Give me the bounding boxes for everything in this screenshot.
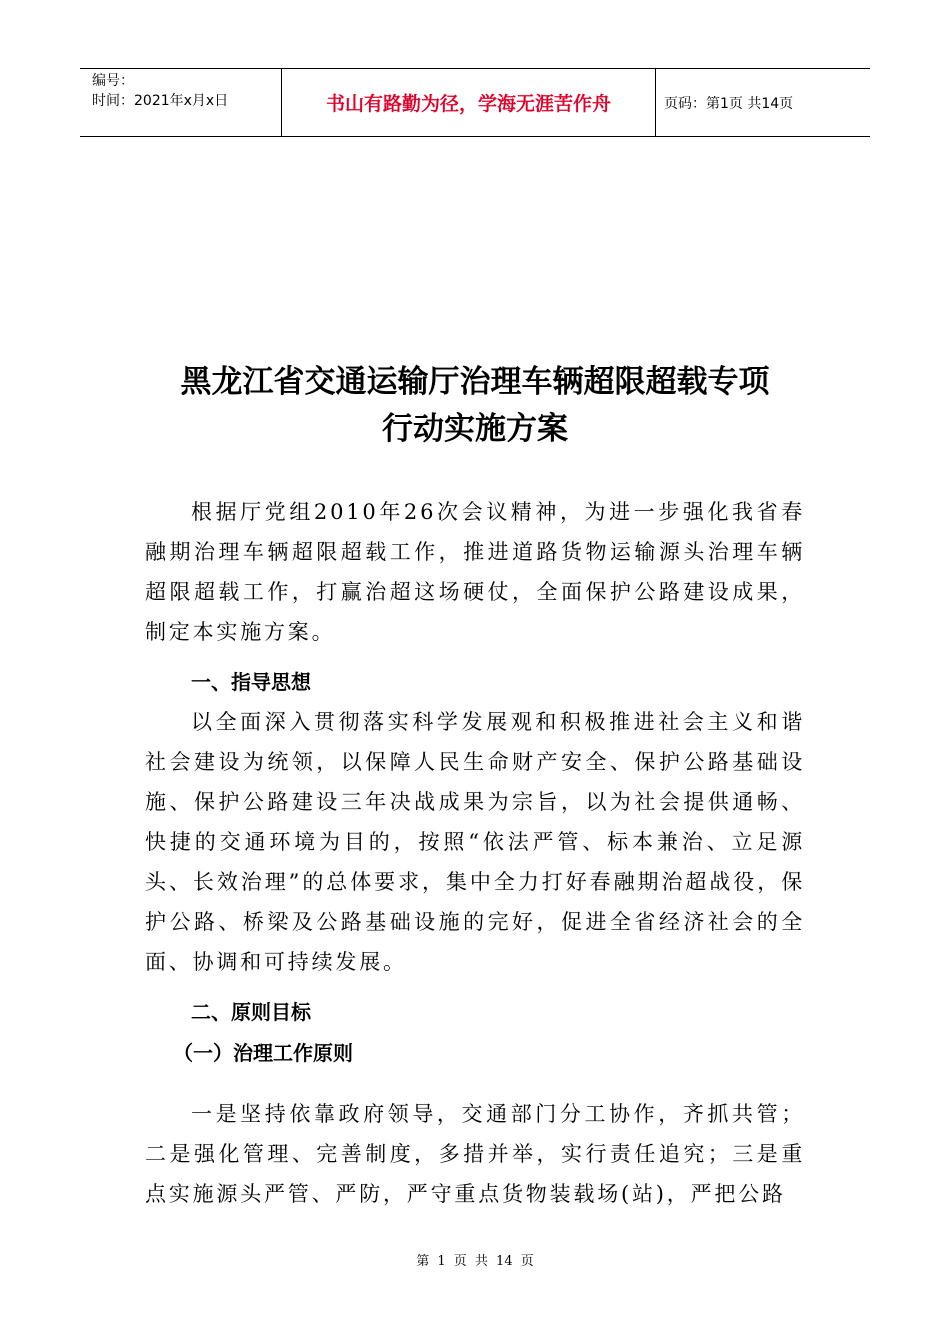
section1-heading: 一、指导思想 [191, 670, 311, 694]
intro-paragraph: 根据厅党组2010年26次会议精神，为进一步强化我省春融期治理车辆超限超载工作，推进道路货物运输源头治理车辆超限超载工作，打赢治超这场硬仗，全面保护公路建设成果，制定本实施方案。 [145, 500, 805, 644]
document-title-line2: 行动实施方案 [382, 411, 568, 447]
section2-heading: 二、原则目标 [191, 1000, 311, 1024]
header-page-info: 页码：第1页 共14页 [664, 95, 794, 112]
date-label: 时间：2021年x月x日 [92, 93, 229, 109]
section2-sub1-heading: （一）治理工作原则 [173, 1041, 353, 1065]
page-header [80, 68, 870, 137]
document-title-line1: 黑龙江省交通运输厅治理车辆超限超载专项 [180, 364, 770, 400]
page-footer: 第 1 页 共 14 页 [416, 1254, 534, 1269]
section1-paragraph: 以全面深入贯彻落实科学发展观和积极推进社会主义和谐社会建设为统领，以保障人民生命财产安全、保护公路基础设施、保护公路建设三年决战成果为宗旨，以为社会提供通畅、快捷的交通环境为目的，按照“依法严管、标本兼治、立足源头、长效治理”的总体要求，集中全力打好春融期治超战役，保护公路、桥梁及公路基础设施的完好，促进全省经济社会的全面、协调和可持续发展。 [145, 710, 805, 974]
section2-sub1-paragraph: 一是坚持依靠政府领导，交通部门分工协作，齐抓共管；二是强化管理、完善制度，多措并举，实行责任追究；三是重点实施源头严管、严防，严守重点货物装载场(站)，严把公路 [145, 1102, 805, 1206]
number-label: 编号： [92, 73, 134, 89]
header-meta [80, 69, 282, 136]
header-motto: 书山有路勤为径，学海无涯苦作舟 [282, 69, 656, 136]
